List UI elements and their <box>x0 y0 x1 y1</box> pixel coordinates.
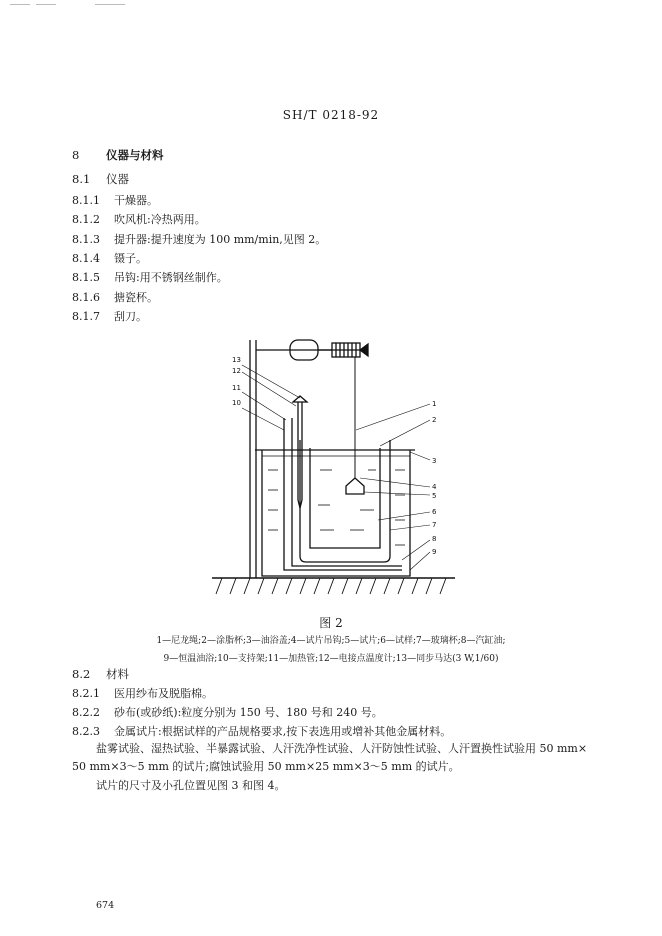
list-item <box>72 250 147 266</box>
paragraph-line: 试片的尺寸及小孔位置见图 3 和图 4。 <box>96 779 286 792</box>
reel-knob <box>360 344 368 356</box>
item-text: 砂布(或砂纸):粒度分别为 150 号、180 号和 240 号。 <box>114 706 383 719</box>
list-item <box>72 269 228 285</box>
list-item <box>72 308 147 324</box>
item-text: 吹风机:冷热两用。 <box>114 213 206 227</box>
list-item <box>72 723 451 739</box>
top-edge-mark <box>10 4 30 5</box>
item-number: 8.1.2 <box>72 213 100 227</box>
callout-3: 3 <box>432 457 437 465</box>
callout-5: 5 <box>432 492 437 500</box>
test-piece <box>346 478 364 494</box>
section-8-heading: 8 仪器与材料 <box>72 148 164 162</box>
figure-caption: 图 2 <box>319 616 343 630</box>
callout-6: 6 <box>432 508 437 516</box>
item-text: 刮刀。 <box>114 309 147 323</box>
item-number: 8.1.4 <box>72 251 100 265</box>
callout-9: 9 <box>432 548 437 556</box>
figure-2-diagram <box>200 328 462 598</box>
item-number: 8.1.1 <box>72 194 100 207</box>
figure-legend-line-1: 1—尼龙绳;2—涂脂杯;3—油浴盖;4—试片吊钩;5—试片;6—试样;7—玻璃杯;8—汽缸油; <box>156 636 506 646</box>
list-item <box>72 211 206 227</box>
item-number: 8.2.2 <box>72 706 100 719</box>
page-number: 674 <box>96 900 115 911</box>
grease-cup <box>310 448 380 548</box>
item-number: 8.2.1 <box>72 687 100 700</box>
item-text: 金属试片:根据试样的产品规格要求,按下表选用或增补其他金属材料。 <box>114 725 452 738</box>
item-text: 搪瓷杯。 <box>114 290 158 304</box>
section-8-1-heading: 8.1 仪器 <box>72 172 129 186</box>
item-text: 吊钩:用不锈钢丝制作。 <box>114 271 228 285</box>
callout-8: 8 <box>432 535 437 543</box>
callout-11: 11 <box>232 384 241 392</box>
callout-13: 13 <box>232 356 241 364</box>
callout-2: 2 <box>432 416 437 424</box>
list-item <box>72 192 158 208</box>
glass-beaker <box>300 440 390 562</box>
figure-legend-line-2: 9—恒温油浴;10—支持架;11—加热管;12—电接点温度计;13—同步马达(3 W,1/60) <box>163 654 499 664</box>
list-item <box>72 685 213 701</box>
list-item <box>72 704 383 720</box>
section-8-2-heading: 8.2 材料 <box>72 667 129 681</box>
item-number: 8.1.5 <box>72 271 100 285</box>
item-text: 医用纱布及脱脂棉。 <box>114 687 213 700</box>
item-number: 8.1.6 <box>72 290 100 304</box>
item-text: 镊子。 <box>114 251 147 265</box>
paragraph-line: 盐雾试验、湿热试验、半暴露试验、人汗洗净性试验、人汗防蚀性试验、人汗置换性试验用 50 mm× <box>96 742 588 755</box>
callout-10: 10 <box>232 399 241 407</box>
item-text: 提升器:提升速度为 100 mm/min,见图 2。 <box>114 232 327 246</box>
callout-12: 12 <box>232 367 241 375</box>
top-edge-mark <box>36 4 56 5</box>
item-number: 8.1.7 <box>72 309 100 323</box>
item-number: 8.1.3 <box>72 232 100 246</box>
item-number: 8.2.3 <box>72 725 100 738</box>
paragraph-line: 50 mm×3～5 mm 的试片;腐蚀试验用 50 mm×25 mm×3～5 mm 的试片。 <box>72 760 460 773</box>
list-item <box>72 289 158 305</box>
callout-1: 1 <box>432 400 437 408</box>
list-item <box>72 231 326 247</box>
page-header: SH/T 0218-92 <box>282 108 380 122</box>
top-edge-mark <box>95 4 125 5</box>
callout-4: 4 <box>432 483 437 491</box>
callout-7: 7 <box>432 521 437 529</box>
item-text: 干燥器。 <box>114 194 158 207</box>
